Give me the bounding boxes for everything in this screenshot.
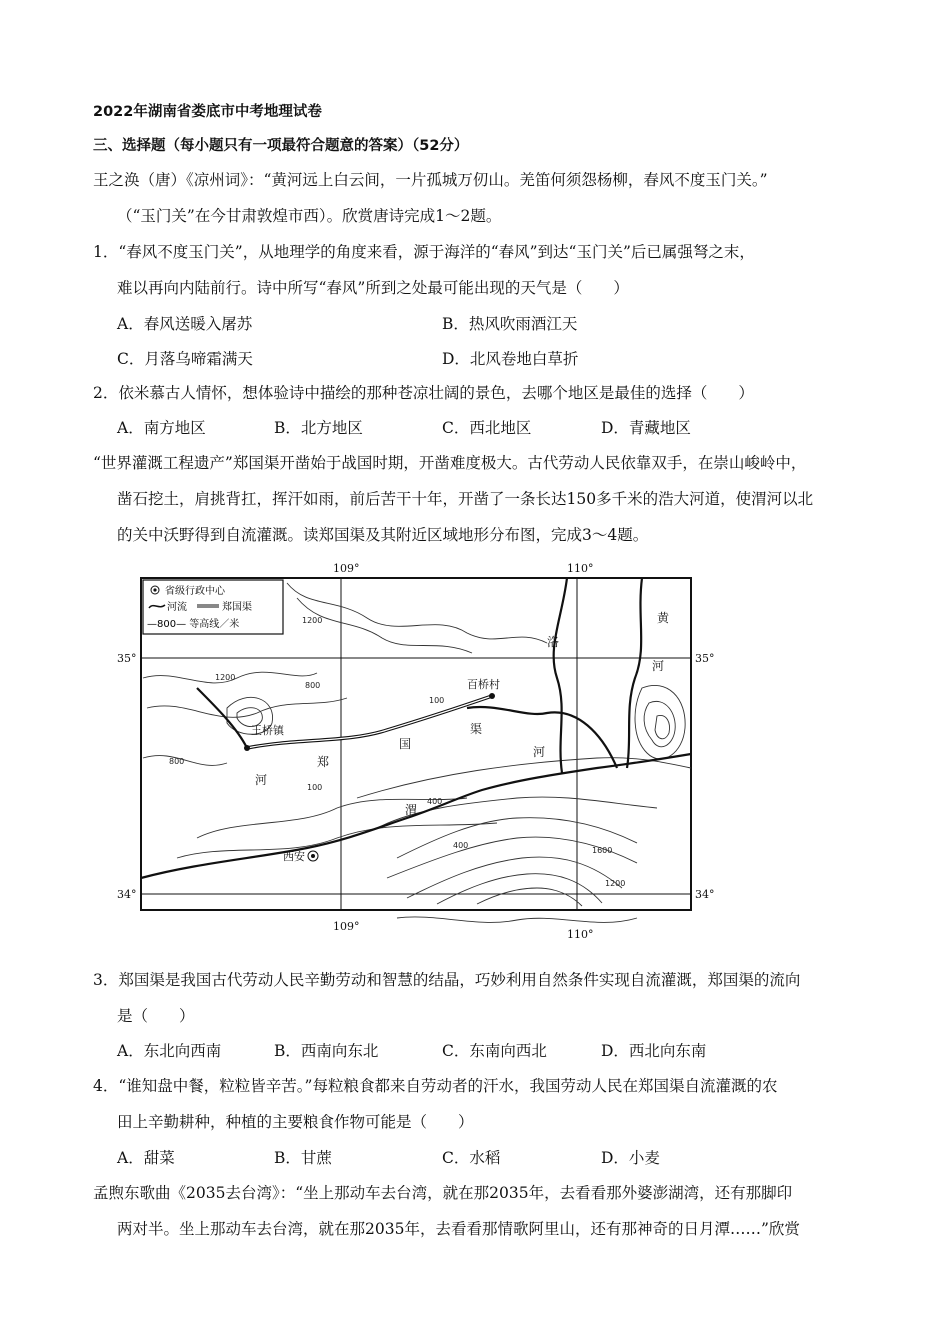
label-wei: 渭 — [405, 803, 418, 817]
q3-option-b[interactable]: B．西南向东北 — [274, 1042, 379, 1060]
legend-contour: —800— 等高线／米 — [147, 619, 240, 630]
q1-option-a[interactable]: A．春风送暖入屠苏 — [117, 315, 253, 333]
q3-option-d[interactable]: D．西北向东南 — [601, 1042, 707, 1060]
intro3-line2: 两对半。坐上那动车去台湾，就在那2035年，去看看那情歌阿里山，还有那神奇的日月潭……”欣赏 — [117, 1220, 800, 1238]
map-legend — [143, 580, 283, 634]
lon-label-bottom-109: 109° — [333, 920, 360, 933]
q2-option-a[interactable]: A．南方地区 — [117, 419, 206, 437]
intro2-line1: “世界灌溉工程遗产”郑国渠开凿始于战国时期，开凿难度极大。古代劳动人民依靠双手，在崇山峻岭中， — [93, 454, 807, 472]
contour-label-1200-north: 1200 — [302, 616, 323, 625]
contour-label-400-mountain: 400 — [453, 841, 469, 850]
lat-label-left-34: 34° — [117, 888, 137, 901]
wangqiao-town-marker — [244, 745, 250, 751]
section-heading: 三、选择题（每小题只有一项最符合题意的答案）（52分） — [93, 138, 469, 154]
q4-option-a[interactable]: A．甜菜 — [117, 1149, 175, 1167]
q1-option-d[interactable]: D．北风卷地白草折 — [442, 350, 579, 368]
contour-label-800-west: 800 — [169, 757, 185, 766]
intro1-line2: （“玉门关”在今甘肃敦煌市西）。欣赏唐诗完成1～2题。 — [117, 207, 502, 225]
q4-stem-line2: 田上辛勤耕种，种植的主要粮食作物可能是（ ） — [117, 1113, 474, 1131]
lat-label-right-35: 35° — [695, 652, 715, 665]
q4-option-c[interactable]: C．水稻 — [442, 1149, 501, 1167]
label-yellow-river-he: 河 — [652, 659, 665, 673]
intro2-line3: 的关中沃野得到自流灌溉。读郑国渠及其附近区域地形分布图，完成3～4题。 — [117, 526, 649, 544]
legend-canal: 郑国渠 — [222, 602, 252, 613]
contour-label-1600: 1600 — [592, 846, 613, 855]
contour-label-100-canal: 100 — [429, 696, 445, 705]
contour-label-1200-south: 1200 — [605, 879, 626, 888]
contour-label-100-wei: 100 — [307, 783, 323, 792]
q2-stem: 2．依米慕古人情怀，想体验诗中描绘的那种苍凉壮阔的景色，去哪个地区是最佳的选择（ ） — [93, 384, 754, 402]
lon-label-top-109: 109° — [333, 562, 360, 575]
label-luo-river-he: 河 — [533, 745, 546, 759]
label-guo: 国 — [399, 737, 412, 751]
legend-capital: 省级行政中心 — [165, 586, 225, 597]
contour-label-800-north: 800 — [305, 681, 321, 690]
label-huang: 黄 — [657, 611, 670, 625]
label-qu: 渠 — [470, 722, 483, 736]
place-baiqiao: 百桥村 — [467, 678, 500, 691]
zhengguo-canal-topographic-map — [117, 558, 715, 944]
q4-option-d[interactable]: D．小麦 — [601, 1149, 660, 1167]
lon-label-top-110: 110° — [567, 562, 594, 575]
q1-stem-line1: 1．“春风不度玉门关”，从地理学的角度来看，源于海洋的“春风”到达“玉门关”后已属强弩之末， — [93, 243, 755, 261]
intro3-line1: 孟煦东歌曲《2035去台湾》：“坐上那动车去台湾，就在那2035年，去看看那外婆澎湖湾，还有那脚印 — [93, 1184, 793, 1202]
lon-label-bottom-110: 110° — [567, 928, 594, 941]
q2-option-c[interactable]: C．西北地区 — [442, 419, 532, 437]
q1-option-c[interactable]: C．月落乌啼霜满天 — [117, 350, 253, 368]
q3-option-a[interactable]: A．东北向西南 — [117, 1042, 222, 1060]
label-luo: 洛 — [547, 635, 560, 649]
label-zheng: 郑 — [317, 755, 330, 769]
q1-stem-line2: 难以再向内陆前行。诗中所写“春风”所到之处最可能出现的天气是（ ） — [117, 279, 629, 297]
lat-label-left-35: 35° — [117, 652, 137, 665]
q2-option-d[interactable]: D．青藏地区 — [601, 419, 691, 437]
legend-river: 河流 — [167, 602, 187, 613]
place-xian: 西安 — [283, 850, 305, 863]
q1-option-b[interactable]: B．热风吹雨酒江天 — [442, 315, 578, 333]
contour-label-400-south: 400 — [427, 797, 443, 806]
q4-option-b[interactable]: B．甘蔗 — [274, 1149, 332, 1167]
q3-stem-line2: 是（ ） — [117, 1007, 195, 1025]
q2-option-b[interactable]: B．北方地区 — [274, 419, 363, 437]
place-wangqiao: 王桥镇 — [251, 724, 284, 737]
intro2-line2: 凿石挖土，肩挑背扛，挥汗如雨，前后苦干十年，开凿了一条长达150多千米的浩大河道，使渭河以北 — [117, 490, 814, 508]
baiqiao-village-marker — [489, 693, 495, 699]
lat-label-right-34: 34° — [695, 888, 715, 901]
q4-stem-line1: 4．“谁知盘中餐，粒粒皆辛苦。”每粒粮食都来自劳动者的汗水，我国劳动人民在郑国渠自流灌溉的农 — [93, 1077, 778, 1095]
q3-stem-line1: 3．郑国渠是我国古代劳动人民辛勤劳动和智慧的结晶，巧妙利用自然条件实现自流灌溉，郑国渠的流向 — [93, 971, 801, 989]
intro1-line1: 王之涣（唐）《凉州词》：“黄河远上白云间，一片孤城万仞山。羌笛何须怨杨柳，春风不度玉门关。” — [93, 171, 768, 189]
q3-option-c[interactable]: C．东南向西北 — [442, 1042, 547, 1060]
label-wei-river-he: 河 — [255, 773, 268, 787]
contour-label-1200-west: 1200 — [215, 673, 236, 682]
exam-title: 2022年湖南省娄底市中考地理试卷 — [93, 104, 322, 120]
